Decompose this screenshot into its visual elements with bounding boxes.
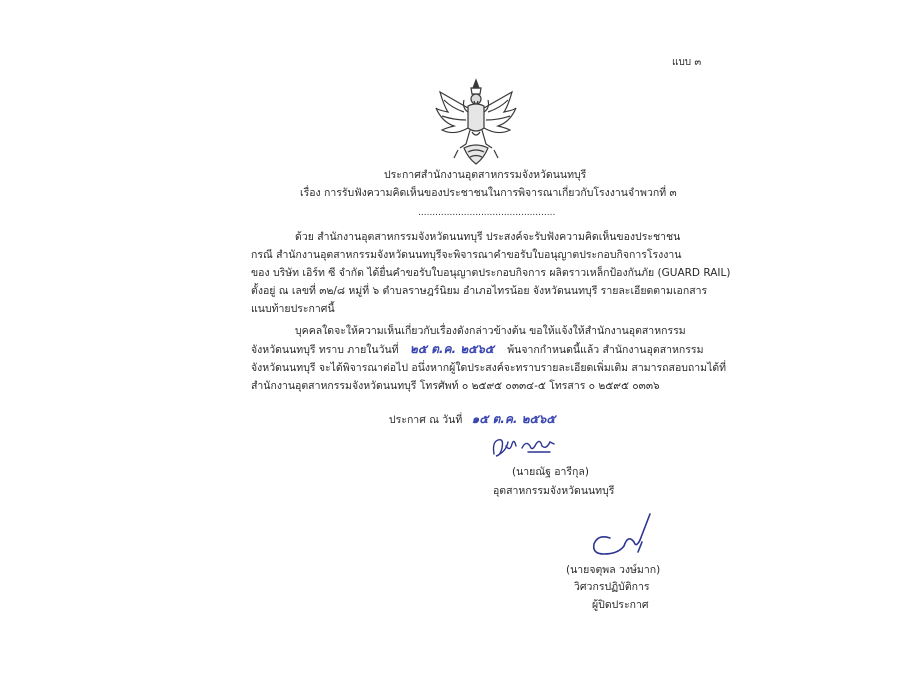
paragraph2-line: บุคคลใดจะให้ความเห็นเกี่ยวกับเรื่องดังกล่าวข้างต้น ขอให้แจ้งให้สำนักงานอุตสาหกรรม [295, 325, 686, 337]
paragraph2-line [251, 340, 704, 359]
document-title: ประกาศสำนักงานอุตสาหกรรมจังหวัดนนทบุรี [384, 169, 587, 181]
paragraph2-line: สำนักงานอุตสาหกรรมจังหวัดนนทบุรี โทรศัพท์ ๐ ๒๕๙๕ ๐๓๓๔-๕ โทรสาร ๐ ๒๕๙๕ ๐๓๓๖ [251, 380, 660, 392]
signatory2-name: (นายจตุพล วงษ์มาก) [566, 564, 661, 576]
paragraph2-line2-post: พ้นจากกำหนดนี้แล้ว สำนักงานอุตสาหกรรม [507, 344, 704, 356]
deadline-date: ๒๕ ต.ค. ๒๕๖๕ [409, 342, 494, 356]
paragraph1-line: ด้วย สำนักงานอุตสาหกรรมจังหวัดนนทบุรี ประสงค์จะรับฟังความคิดเห็นของประชาชน [295, 231, 681, 243]
signatory1-position: อุตสาหกรรมจังหวัดนนทบุรี [493, 485, 615, 497]
garuda-emblem-icon [434, 78, 518, 170]
title-divider: ................................................ [418, 208, 556, 218]
paragraph1-line: แนบท้ายประกาศนี้ [251, 303, 335, 315]
paragraph1-line: กรณี สำนักงานอุตสาหกรรมจังหวัดนนทบุรีจะพิจารณาคำขอรับใบอนุญาตประกอบกิจการโรงงาน [251, 249, 682, 261]
paragraph1-line: ของ บริษัท เอิร์ท ซี จำกัด ได้ยื่นคำขอรับใบอนุญาตประกอบกิจการ ผลิตราวเหล็กป้องกันภัย (GUARD RAIL) [251, 267, 731, 279]
announcement-date-line [389, 412, 555, 427]
paragraph1-line: ตั้งอยู่ ณ เลขที่ ๓๒/๘ หมู่ที่ ๖ ตำบลราษฎร์นิยม อำเภอไทรน้อย จังหวัดนนทบุรี รายละเอียดตามเอกสาร [251, 285, 708, 297]
announced-date: ๑๕ ต.ค. ๒๕๖๕ [471, 412, 556, 426]
signature-1-icon [488, 432, 558, 462]
paragraph2-line: จังหวัดนนทบุรี จะได้พิจารณาต่อไป อนึ่งหากผู้ใดประสงค์จะทราบรายละเอียดเพิ่มเติม สามารถสอบถามได้ที่ [251, 362, 727, 374]
document-subject: เรื่อง การรับฟังความคิดเห็นของประชาชนในการพิจารณาเกี่ยวกับโรงงานจำพวกที่ ๓ [300, 187, 677, 199]
paragraph-announcement [251, 228, 731, 318]
form-number: แบบ ๓ [672, 57, 702, 68]
paragraph-comment-request [251, 322, 727, 395]
signature-2-icon [588, 512, 654, 560]
paragraph2-line2-pre: จังหวัดนนทบุรี ทราบ ภายในวันที่ [251, 344, 399, 356]
signatory2-position: วิศวกรปฏิบัติการ [574, 581, 650, 593]
signatory2-role: ผู้ปิดประกาศ [592, 599, 649, 611]
announced-label: ประกาศ ณ วันที่ [389, 414, 463, 426]
signatory1-name: (นายณัฐ อารีกุล) [512, 466, 589, 478]
